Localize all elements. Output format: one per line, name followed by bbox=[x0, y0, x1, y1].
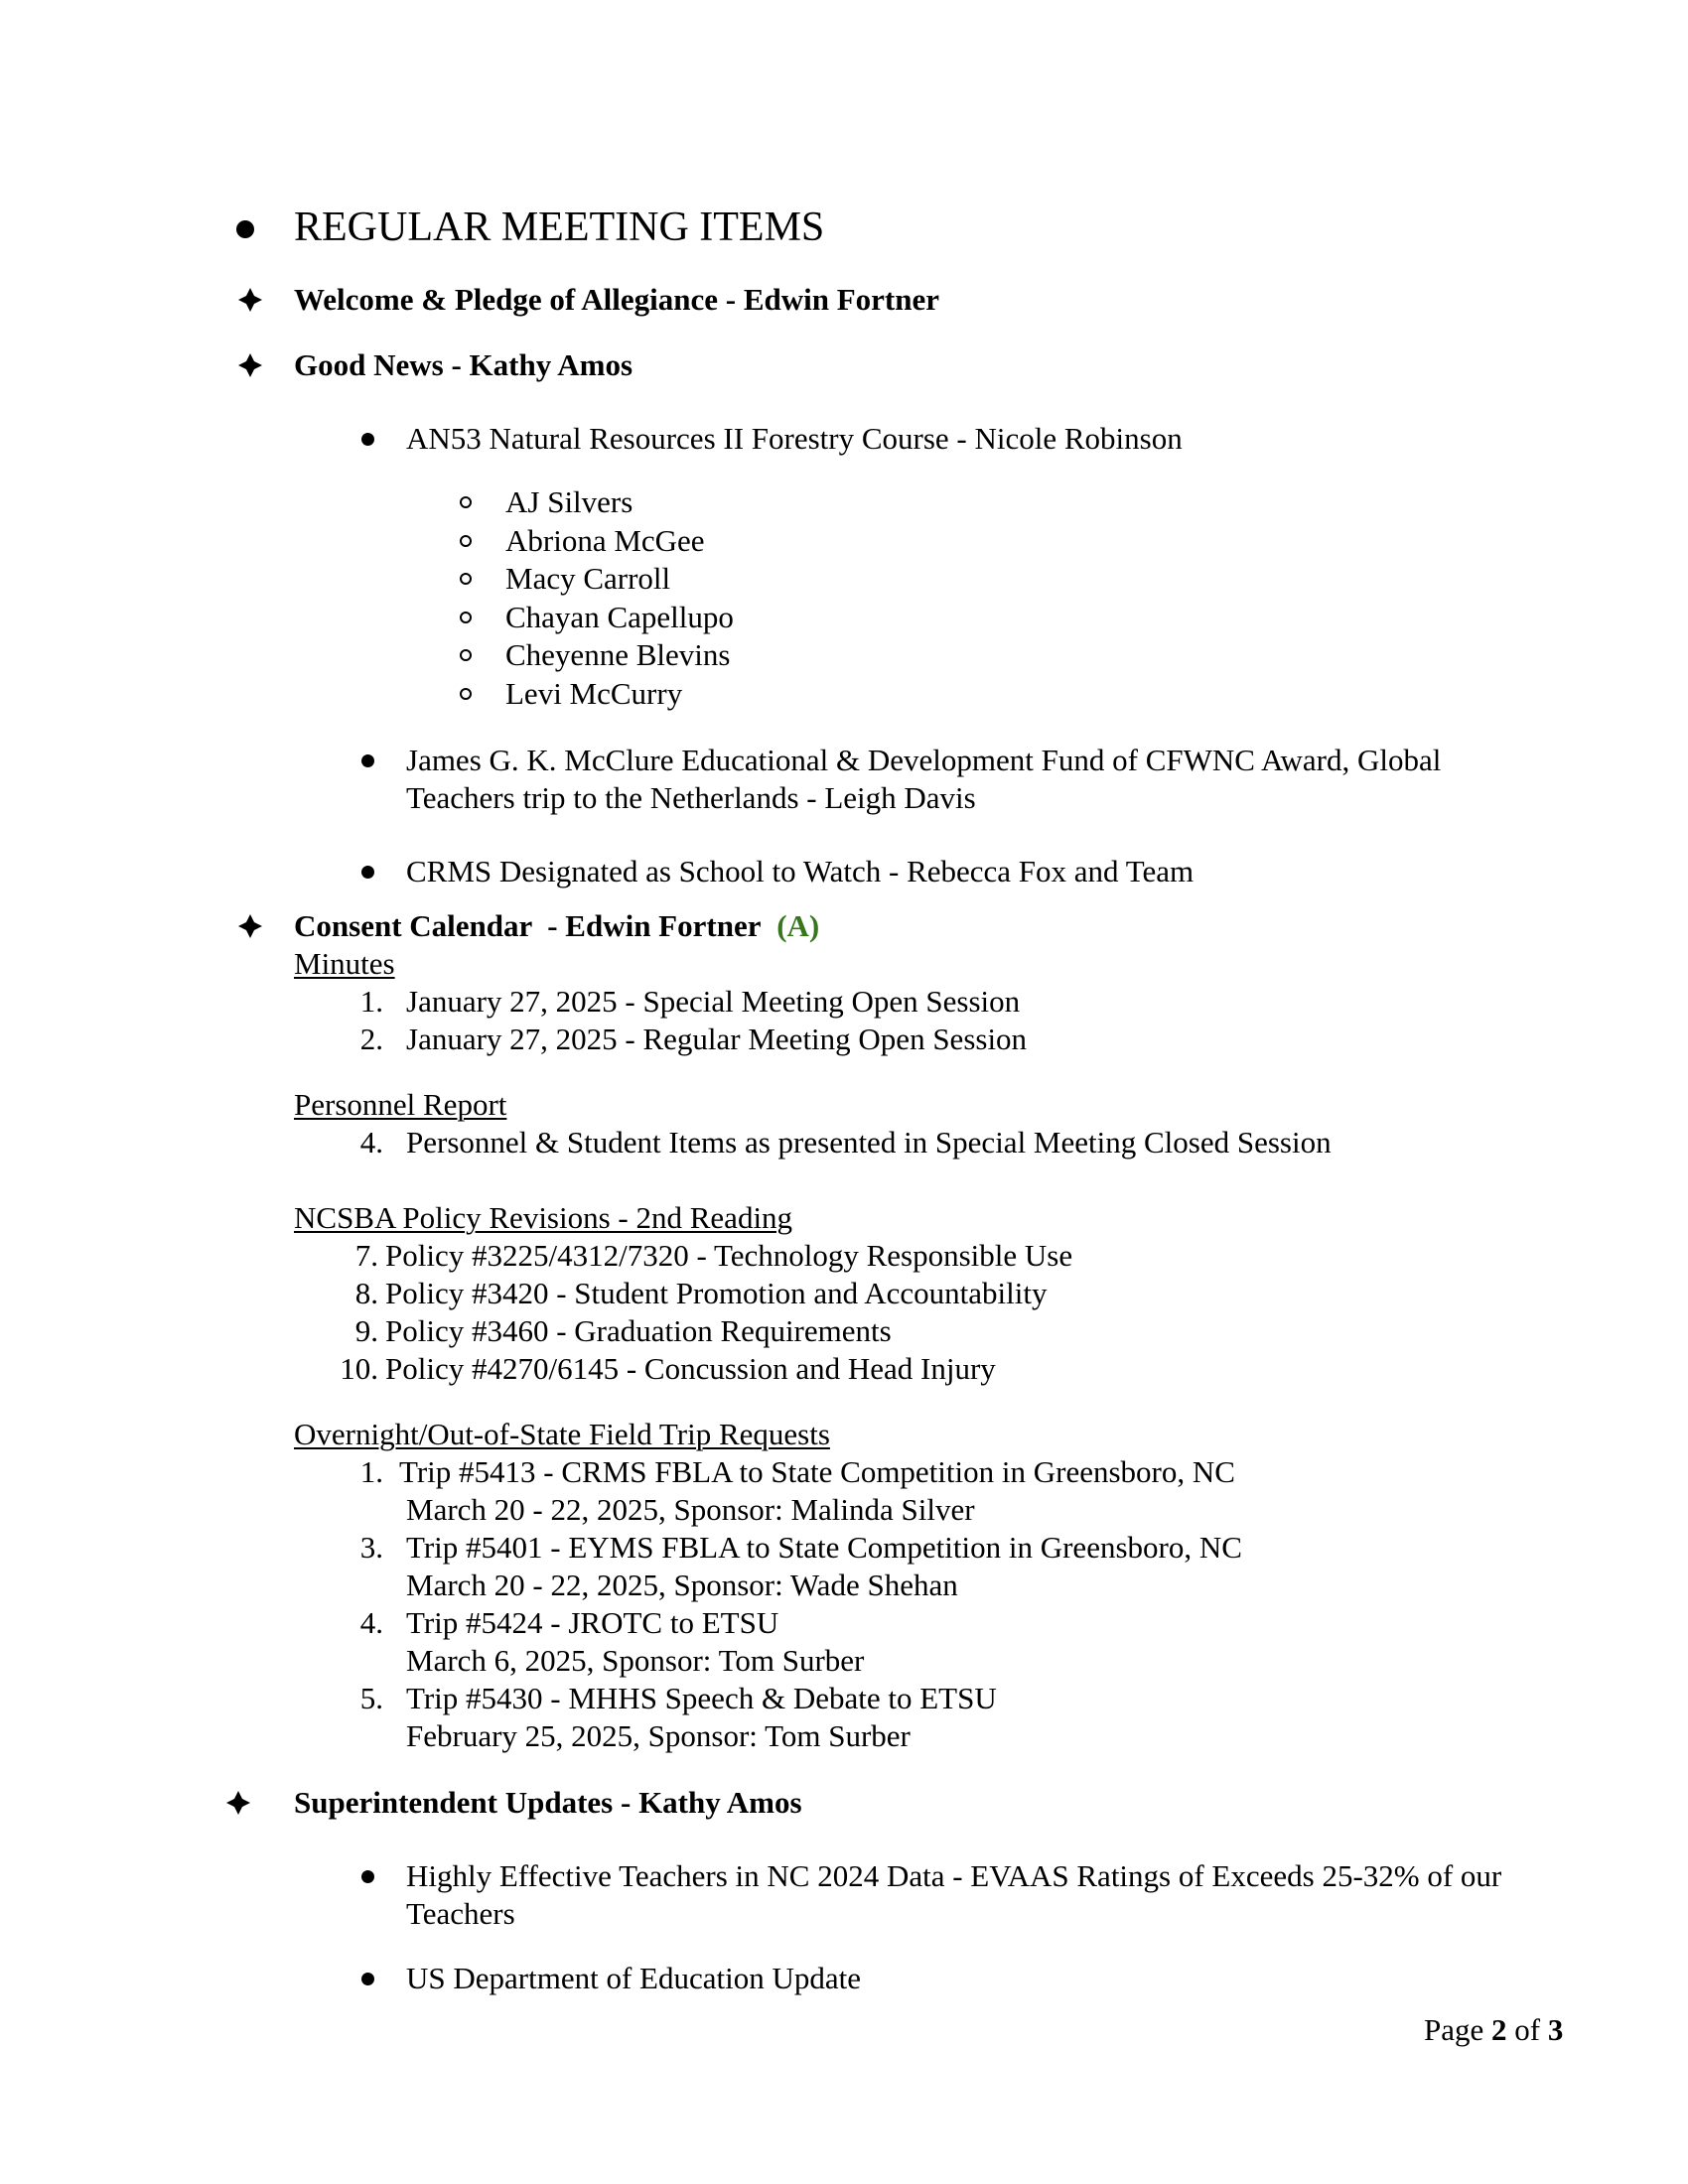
list-number: 5. bbox=[359, 1681, 383, 1715]
minutes-item: January 27, 2025 - Special Meeting Open Session bbox=[406, 984, 1021, 1019]
diamond-bullet-icon bbox=[236, 286, 264, 314]
consent-title-text: Consent Calendar - Edwin Fortner bbox=[294, 908, 762, 943]
trip-item: Trip #5424 - JROTC to ETSU bbox=[406, 1605, 779, 1640]
circle-bullet-icon bbox=[460, 688, 472, 700]
bullet-icon bbox=[361, 1973, 374, 1985]
student-name: AJ Silvers bbox=[505, 484, 633, 519]
trip-item: Trip #5430 - MHHS Speech & Debate to ETSU bbox=[406, 1681, 997, 1715]
list-number: 1. bbox=[359, 1454, 383, 1489]
good-news-item: CRMS Designated as School to Watch - Rebecca Fox and Team bbox=[406, 854, 1195, 888]
bullet-icon bbox=[361, 1870, 374, 1883]
page-prefix: Page bbox=[1424, 2012, 1492, 2047]
student-name: Cheyenne Blevins bbox=[505, 637, 731, 672]
consent-calendar-title bbox=[294, 907, 819, 945]
list-number: 9. bbox=[354, 1313, 378, 1348]
trip-item: Trip #5413 - CRMS FBLA to State Competition in Greensboro, NC bbox=[399, 1454, 1235, 1489]
policy-item: Policy #3460 - Graduation Requirements bbox=[385, 1313, 892, 1348]
list-number: 4. bbox=[359, 1125, 383, 1160]
diamond-bullet-icon bbox=[224, 1789, 252, 1817]
circle-bullet-icon bbox=[460, 649, 472, 661]
list-number: 4. bbox=[359, 1605, 383, 1640]
page-middle: of bbox=[1506, 2012, 1548, 2047]
list-number: 10. bbox=[340, 1351, 378, 1386]
student-name: Abriona McGee bbox=[505, 523, 705, 558]
welcome-item: Welcome & Pledge of Allegiance - Edwin Fortner bbox=[294, 282, 940, 317]
good-news-item-continuation: Teachers trip to the Netherlands - Leigh Davis bbox=[406, 780, 976, 815]
policy-item: Policy #3420 - Student Promotion and Accountability bbox=[385, 1276, 1048, 1310]
superintendent-item-continuation: Teachers bbox=[406, 1896, 515, 1931]
list-number: 7. bbox=[354, 1238, 378, 1273]
trip-item-details: March 20 - 22, 2025, Sponsor: Wade Shehan bbox=[406, 1568, 958, 1602]
trip-item-details: March 6, 2025, Sponsor: Tom Surber bbox=[406, 1643, 865, 1678]
good-news-item: AN53 Natural Resources II Forestry Course - Nicole Robinson bbox=[406, 421, 1183, 456]
diamond-bullet-icon bbox=[236, 912, 264, 940]
superintendent-item: Highly Effective Teachers in NC 2024 Data - EVAAS Ratings of Exceeds 25-32% of our bbox=[406, 1858, 1502, 1893]
minutes-label: Minutes bbox=[294, 946, 395, 981]
policy-item: Policy #4270/6145 - Concussion and Head Injury bbox=[385, 1351, 996, 1386]
student-name: Macy Carroll bbox=[505, 561, 671, 596]
good-news-item: James G. K. McClure Educational & Development Fund of CFWNC Award, Global bbox=[406, 743, 1442, 777]
circle-bullet-icon bbox=[460, 573, 472, 585]
superintendent-updates-title: Superintendent Updates - Kathy Amos bbox=[294, 1785, 802, 1820]
personnel-item: Personnel & Student Items as presented in Special Meeting Closed Session bbox=[406, 1125, 1332, 1160]
superintendent-item: US Department of Education Update bbox=[406, 1961, 861, 1995]
student-name: Levi McCurry bbox=[505, 676, 683, 711]
good-news-title: Good News - Kathy Amos bbox=[294, 347, 633, 382]
personnel-report-label: Personnel Report bbox=[294, 1087, 507, 1122]
list-number: 2. bbox=[359, 1022, 383, 1056]
student-name: Chayan Capellupo bbox=[505, 600, 734, 634]
policy-item: Policy #3225/4312/7320 - Technology Responsible Use bbox=[385, 1238, 1073, 1273]
field-trips-label: Overnight/Out-of-State Field Trip Requests bbox=[294, 1417, 830, 1451]
minutes-item: January 27, 2025 - Regular Meeting Open Session bbox=[406, 1022, 1028, 1056]
list-number: 8. bbox=[354, 1276, 378, 1310]
page-number bbox=[1424, 2011, 1563, 2049]
bullet-icon bbox=[361, 754, 374, 767]
current-page: 2 bbox=[1491, 2012, 1507, 2047]
trip-item: Trip #5401 - EYMS FBLA to State Competition in Greensboro, NC bbox=[406, 1530, 1242, 1565]
list-number: 1. bbox=[359, 984, 383, 1019]
policy-revisions-label: NCSBA Policy Revisions - 2nd Reading bbox=[294, 1200, 793, 1235]
diamond-bullet-icon bbox=[236, 351, 264, 379]
list-number: 3. bbox=[359, 1530, 383, 1565]
heading-bullet-icon bbox=[236, 220, 254, 238]
trip-item-details: March 20 - 22, 2025, Sponsor: Malinda Silver bbox=[406, 1492, 975, 1527]
bullet-icon bbox=[361, 866, 374, 879]
total-pages: 3 bbox=[1547, 2012, 1564, 2047]
circle-bullet-icon bbox=[460, 535, 472, 547]
trip-item-details: February 25, 2025, Sponsor: Tom Surber bbox=[406, 1718, 911, 1753]
circle-bullet-icon bbox=[460, 496, 472, 508]
page-heading: REGULAR MEETING ITEMS bbox=[294, 205, 825, 250]
bullet-icon bbox=[361, 433, 374, 446]
circle-bullet-icon bbox=[460, 612, 472, 623]
action-tag: (A) bbox=[776, 908, 820, 943]
